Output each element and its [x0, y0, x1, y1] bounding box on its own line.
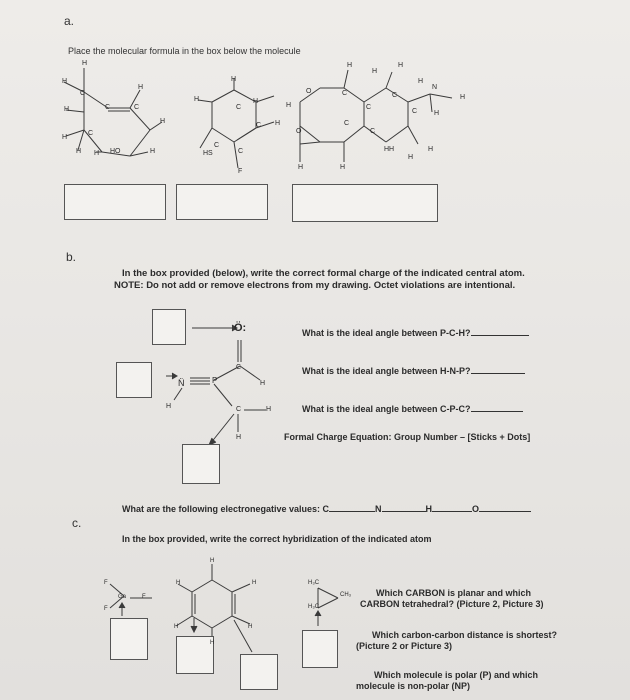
- atom-label-h: H: [248, 624, 253, 630]
- atom-label-h: H: [252, 580, 257, 586]
- question-polarity-line2: molecule is non-polar (NP): [356, 681, 471, 691]
- formal-charge-box-n[interactable]: [116, 362, 152, 398]
- hybridization-box-2[interactable]: [176, 636, 214, 674]
- atom-label-c: C: [80, 90, 86, 97]
- atom-label-c: C: [236, 104, 242, 111]
- atom-label-h: H: [347, 62, 353, 69]
- atom-label-h: H: [210, 558, 215, 564]
- atom-label-h: H: [298, 164, 304, 171]
- atom-label-h: H: [176, 580, 181, 586]
- section-c-label: c.: [72, 516, 82, 530]
- atom-label-c: C: [214, 142, 220, 149]
- section-b-label: b.: [66, 250, 77, 264]
- atom-label-ho: HO: [110, 148, 121, 155]
- formula-box-3[interactable]: [292, 184, 438, 222]
- atom-label-f: F: [142, 594, 146, 600]
- question-pch-angle: What is the ideal angle between P-C-H?: [302, 328, 529, 338]
- hybridization-box-1[interactable]: [110, 618, 148, 660]
- atom-label-c: C: [236, 364, 242, 371]
- atom-label-ch3: CH₃: [340, 592, 352, 598]
- atom-label-h: H: [210, 640, 215, 646]
- atom-label-h: H: [260, 380, 266, 387]
- question-cpc-angle: What is the ideal angle between C-P-C?: [302, 404, 523, 414]
- atom-label-h: H: [166, 403, 172, 410]
- atom-label-h: H: [236, 434, 242, 441]
- atom-label-c: C: [344, 120, 350, 127]
- formal-charge-box-o[interactable]: [152, 309, 186, 345]
- question-hnp-angle: What is the ideal angle between H-N-P?: [302, 366, 525, 376]
- atom-label-c: C: [392, 92, 398, 99]
- atom-label-c: C: [370, 128, 376, 135]
- question-planar-carbon-line2: CARBON tetrahedral? (Picture 2, Picture 3): [360, 599, 544, 609]
- atom-label-h: H: [418, 78, 424, 85]
- question-shortest-distance-line2: (Picture 2 or Picture 3): [356, 641, 453, 651]
- atom-label-f: F: [104, 606, 108, 612]
- hybridization-box-4[interactable]: [302, 630, 338, 668]
- atom-label-h: H: [428, 146, 434, 153]
- atom-label-f: F: [238, 168, 243, 175]
- atom-label-h: H: [194, 96, 200, 103]
- atom-label-f: F: [104, 580, 108, 586]
- atom-label-h3c: H₃C: [308, 604, 320, 610]
- atom-label-h: H: [150, 148, 156, 155]
- atom-label-c: C: [134, 104, 140, 111]
- molecule-3-drawing: [282, 58, 462, 178]
- atom-label-h: H: [76, 148, 82, 155]
- atom-label-h: H: [62, 134, 68, 141]
- atom-label-o-lone-pair: Ö:: [234, 322, 247, 334]
- atom-label-c: C: [342, 90, 348, 97]
- atom-label-h: H: [372, 68, 378, 75]
- atom-label-c: C: [366, 104, 372, 111]
- section-c-instruction: In the box provided, write the correct hybridization of the indicated atom: [122, 534, 432, 544]
- atom-label-h: H: [340, 164, 346, 171]
- atom-label-h: H: [174, 624, 179, 630]
- formula-box-1[interactable]: [64, 184, 166, 220]
- atom-label-h: H: [64, 106, 70, 113]
- atom-label-h: H: [138, 84, 144, 91]
- atom-label-h: H: [434, 110, 440, 117]
- atom-label-c: C: [236, 406, 242, 413]
- atom-label-h: H: [398, 62, 404, 69]
- atom-label-hh: HH: [384, 146, 395, 153]
- formal-charge-box-c[interactable]: [182, 444, 220, 484]
- atom-label-n: N: [432, 84, 438, 91]
- question-planar-carbon-line1: Which CARBON is planar and which: [376, 588, 532, 598]
- atom-label-h3c: H₃C: [308, 580, 320, 586]
- atom-label-h: H: [275, 120, 281, 127]
- formal-charge-equation: Formal Charge Equation: Group Number – [Sticks + Dots]: [284, 432, 531, 442]
- atom-label-c: C: [256, 122, 262, 129]
- section-a-label: a.: [64, 14, 75, 28]
- atom-label-h: H: [253, 98, 259, 105]
- section-b-instruction-1: In the box provided (below), write the correct formal charge of the indicated central atom.: [122, 268, 525, 279]
- atom-label-h: H: [231, 76, 237, 83]
- atom-label-h: H: [62, 78, 68, 85]
- hybridization-box-3[interactable]: [240, 654, 278, 690]
- electronegativity-question: What are the following electronegative values: C N H O: [122, 504, 531, 514]
- atom-label-h: H: [286, 102, 292, 109]
- atom-label-ga: Ga: [118, 594, 127, 600]
- formula-box-2[interactable]: [176, 184, 268, 220]
- atom-label-h: H: [460, 94, 466, 101]
- atom-label-h: H: [408, 154, 414, 161]
- atom-label-p: P: [212, 376, 218, 385]
- section-a-instruction: Place the molecular formula in the box below the molecule: [68, 46, 301, 56]
- question-shortest-distance-line1: Which carbon-carbon distance is shortest?: [372, 630, 558, 640]
- atom-label-h: H: [160, 118, 166, 125]
- atom-label-h: H: [266, 406, 272, 413]
- section-b-instruction-2: NOTE: Do not add or remove electrons from my drawing. Octet violations are intentional.: [114, 280, 516, 291]
- atom-label-c: C: [238, 148, 244, 155]
- atom-label-c: C: [412, 108, 418, 115]
- atom-label-c: C: [88, 130, 94, 137]
- atom-label-c: C: [105, 104, 111, 111]
- atom-label-o: O: [296, 128, 302, 135]
- atom-label-o: O: [306, 88, 312, 95]
- atom-label-hs: HS: [203, 150, 213, 157]
- atom-label-h: H: [82, 60, 88, 67]
- atom-label-h: H: [94, 150, 100, 157]
- question-polarity-line1: Which molecule is polar (P) and which: [374, 670, 539, 680]
- atom-label-n-lone-pair: N̈: [178, 378, 185, 388]
